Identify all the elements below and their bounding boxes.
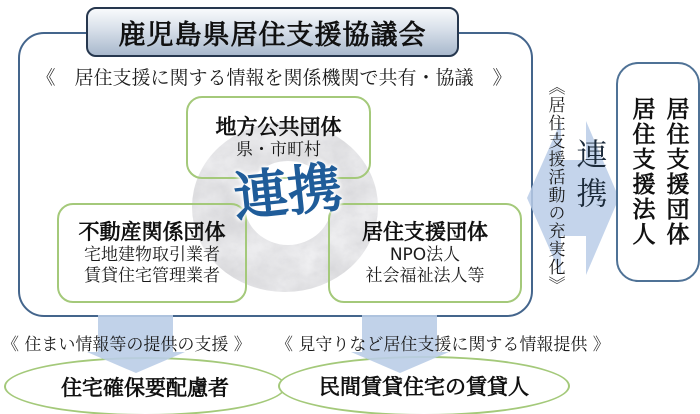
council-subtitle: 《 居住支援に関する情報を関係機関で共有・協議 》 [36,67,512,89]
member-line: 賃貸住宅管理業者 [84,266,220,287]
member-title: 居住支援団体 [362,219,488,244]
side-note-vertical: 《居住支援活動の充実化》 [544,78,565,294]
bottom-caption-right: 《 見守りなど居住支援に関する情報提供 》 [276,335,610,355]
support-box-column: 居住支援法人 [628,97,655,247]
member-title: 不動産関係団体 [78,219,226,244]
target-label: 住宅確保要配慮者 [61,375,229,400]
support-box-column: 居住支援団体 [662,97,689,247]
side-arrow-label: 連携 [570,138,607,216]
member-line: 県・市町村 [236,140,321,160]
member-line: 宅地建物取引業者 [84,244,220,265]
council-title-box [86,7,459,57]
member-line: 社会福祉法人等 [365,266,485,287]
member-title: 地方公共団体 [215,114,342,139]
support-corporation-box [616,62,700,282]
bottom-caption-left: 《 住まい情報等の提供の支援 》 [2,335,251,355]
cooperation-center-label: 連携 [230,155,345,230]
council-title: 鹿児島県居住支援協議会 [118,19,427,51]
target-label: 民間賃貸住宅の賃貸人 [319,375,529,399]
member-line: NPO法人 [389,244,461,265]
support-box-text [622,97,693,247]
